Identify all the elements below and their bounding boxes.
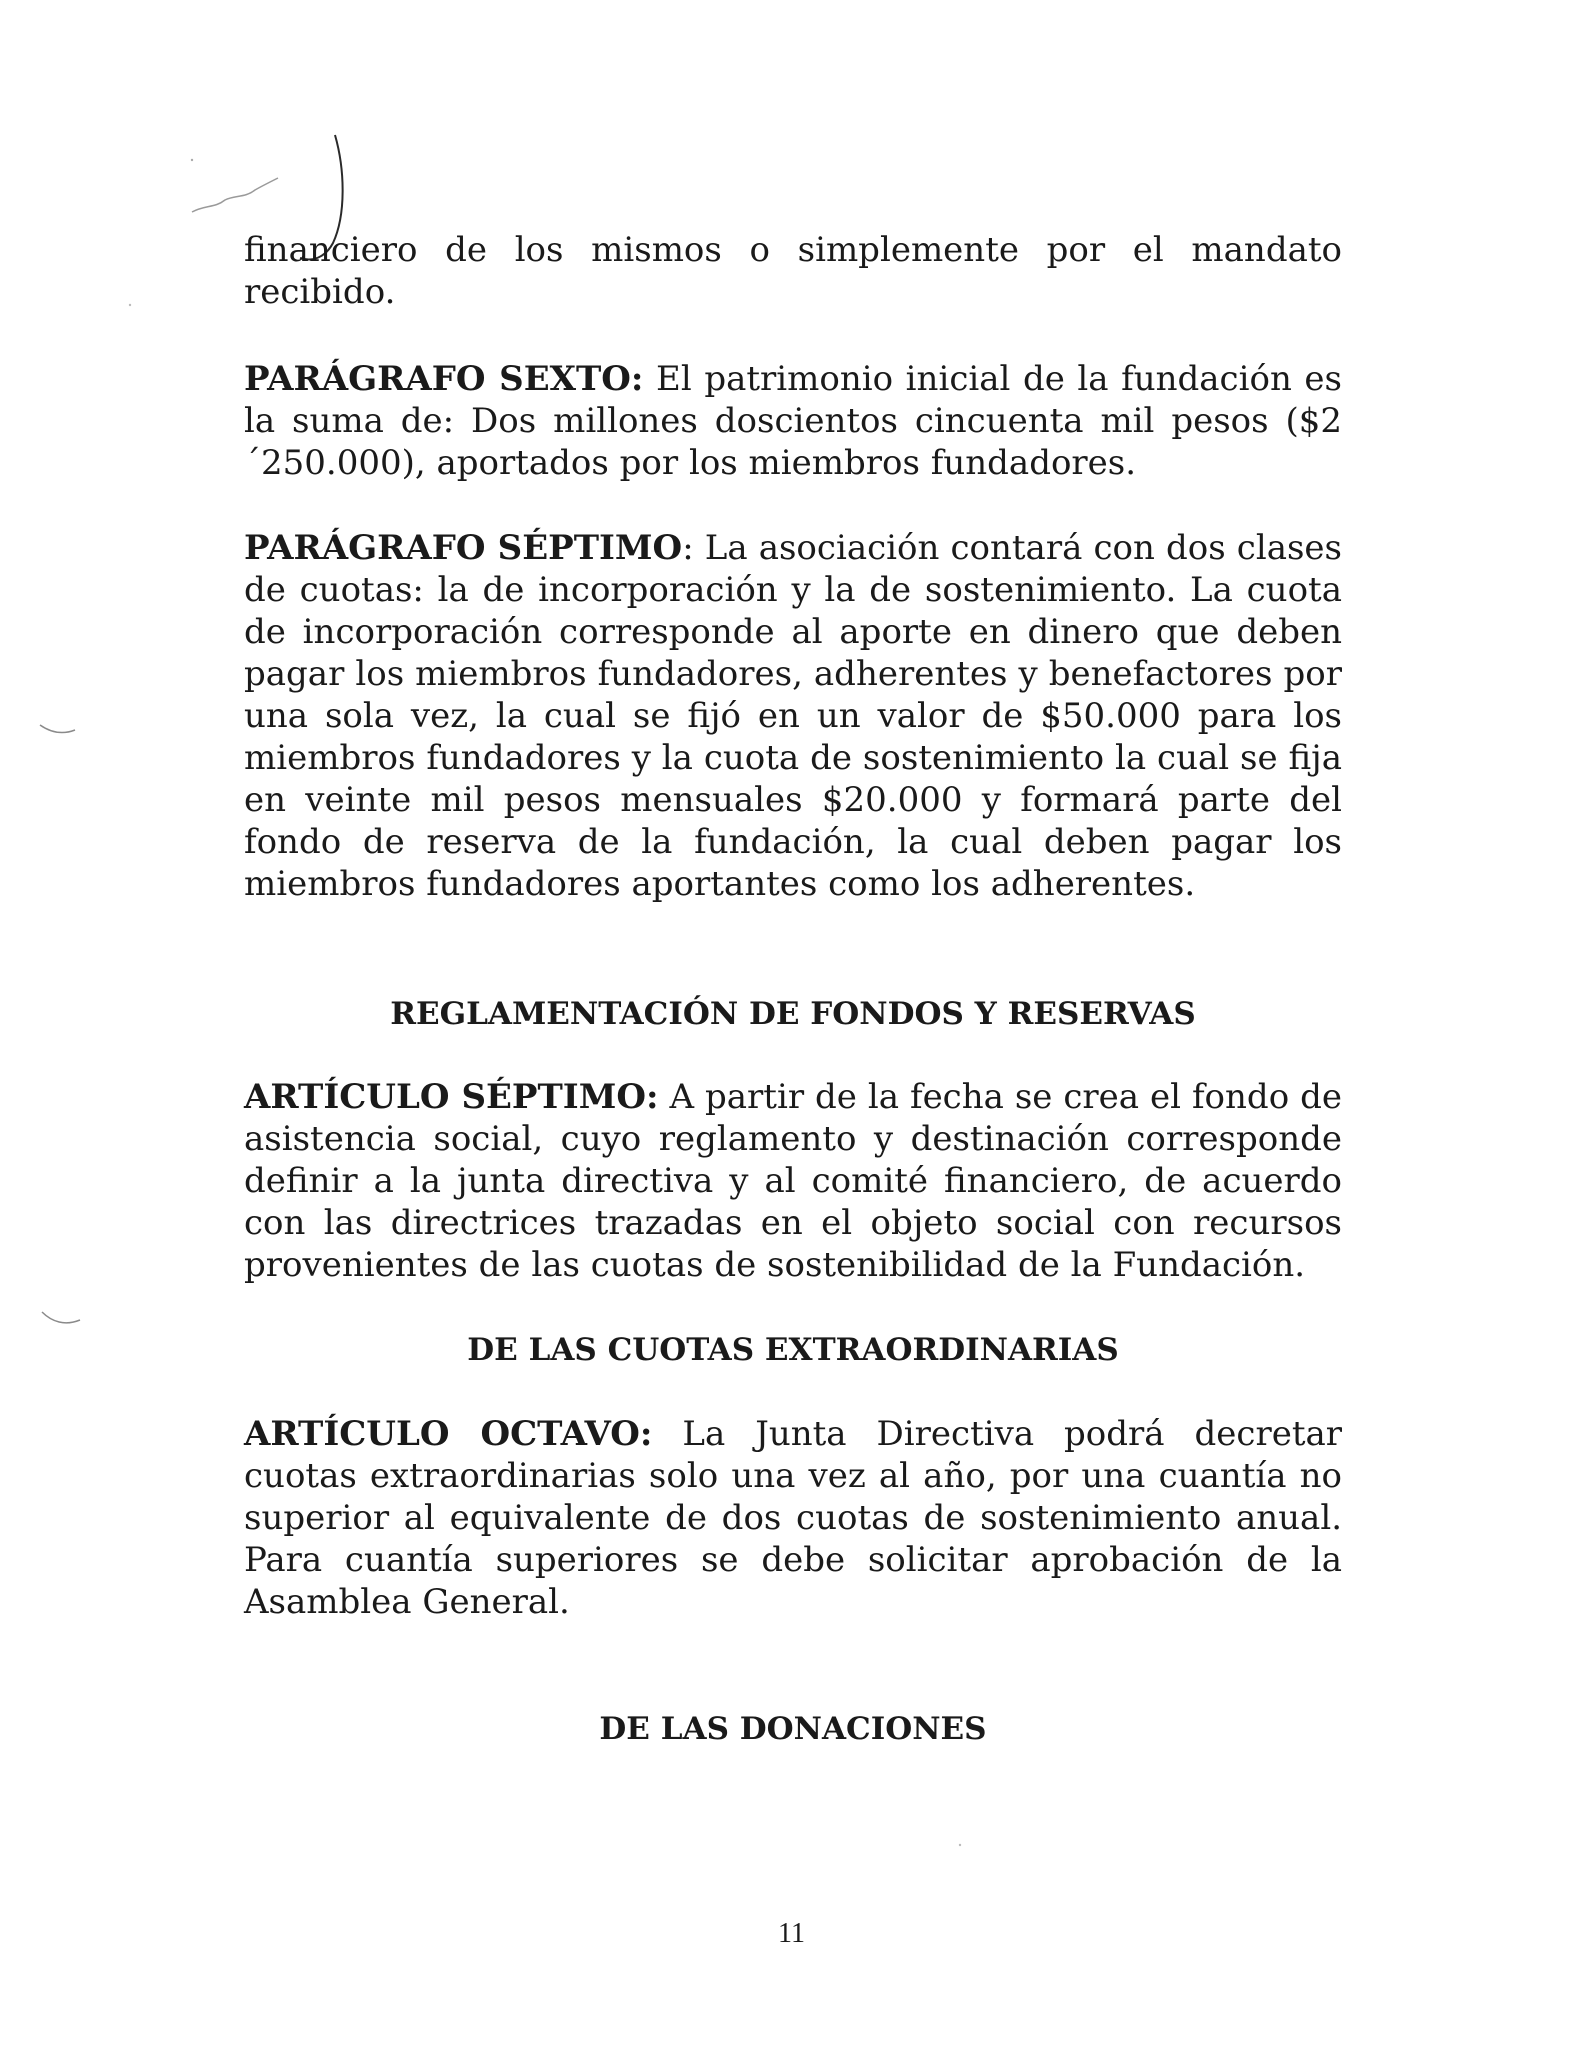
articulo-octavo-block (244, 1413, 1342, 1623)
articulo-septimo (244, 1076, 1342, 1286)
scan-speck-left-2 (42, 1312, 80, 1323)
intro-block (244, 229, 1342, 313)
paragrafo-sexto (244, 358, 1342, 484)
paragrafo-septimo-label: PARÁGRAFO SÉPTIMO (244, 528, 683, 568)
articulo-octavo-label: ARTÍCULO OCTAVO: (244, 1414, 653, 1454)
paragrafo-septimo-text: : La asociación contará con dos clases de cuotas: la de incorporación y la de sostenimiento. La cuota de incorporación corresponde al aporte en dinero que deben pagar los miembros fundadores, adherentes y benefactores por una sola vez, la cual se fijó en un valor de $50.000 para los miembros fundadores y la cuota de sostenimiento la cual se fija en veinte mil pesos mensuales $20.000 y formará parte del fondo de reserva de la fundación, la cual deben pagar los miembros fundadores aportantes como los adherentes. (244, 528, 1342, 904)
articulo-septimo-label: ARTÍCULO SÉPTIMO: (244, 1077, 659, 1117)
heading-donaciones: DE LAS DONACIONES (599, 1711, 987, 1747)
intro-paragraph: financiero de los mismos o simplemente por el mandato recibido. (244, 230, 1342, 312)
articulo-octavo-text: La Junta Directiva podrá decretar cuotas extraordinarias solo una vez al año, por una cuantía no superior al equivalente de dos cuotas de sostenimiento anual. Para cuantía superiores se debe solicitar aprobación de la Asamblea General. (244, 1414, 1343, 1622)
scan-speck-left (40, 725, 75, 732)
paragrafo-septimo-block (244, 527, 1342, 905)
articulo-septimo-block (244, 1076, 1342, 1286)
scan-dot (959, 1844, 961, 1846)
scan-dot (191, 159, 193, 161)
page-number: 11 (778, 1918, 805, 1949)
paragrafo-sexto-text: El patrimonio inicial de la fundación es la suma de: Dos millones doscientos cincuenta mil pesos ($2´250.000), aportados por los miembros fundadores. (244, 359, 1342, 483)
heading-fondos-reservas: REGLAMENTACIÓN DE FONDOS Y RESERVAS (390, 996, 1196, 1032)
articulo-octavo (244, 1413, 1342, 1623)
paragrafo-sexto-label: PARÁGRAFO SEXTO: (244, 359, 644, 399)
scan-dot (129, 304, 131, 306)
heading-cuotas-extraordinarias: DE LAS CUOTAS EXTRAORDINARIAS (467, 1332, 1119, 1368)
handwritten-squiggle (192, 178, 278, 212)
paragrafo-sexto-block (244, 358, 1342, 484)
paragrafo-septimo (244, 527, 1342, 905)
articulo-septimo-text: A partir de la fecha se crea el fondo de asistencia social, cuyo reglamento y destinación corresponde definir a la junta directiva y al comité financiero, de acuerdo con las directrices trazadas en el objeto social con recursos provenientes de las cuotas de sostenibilidad de la Fundación. (244, 1077, 1343, 1285)
